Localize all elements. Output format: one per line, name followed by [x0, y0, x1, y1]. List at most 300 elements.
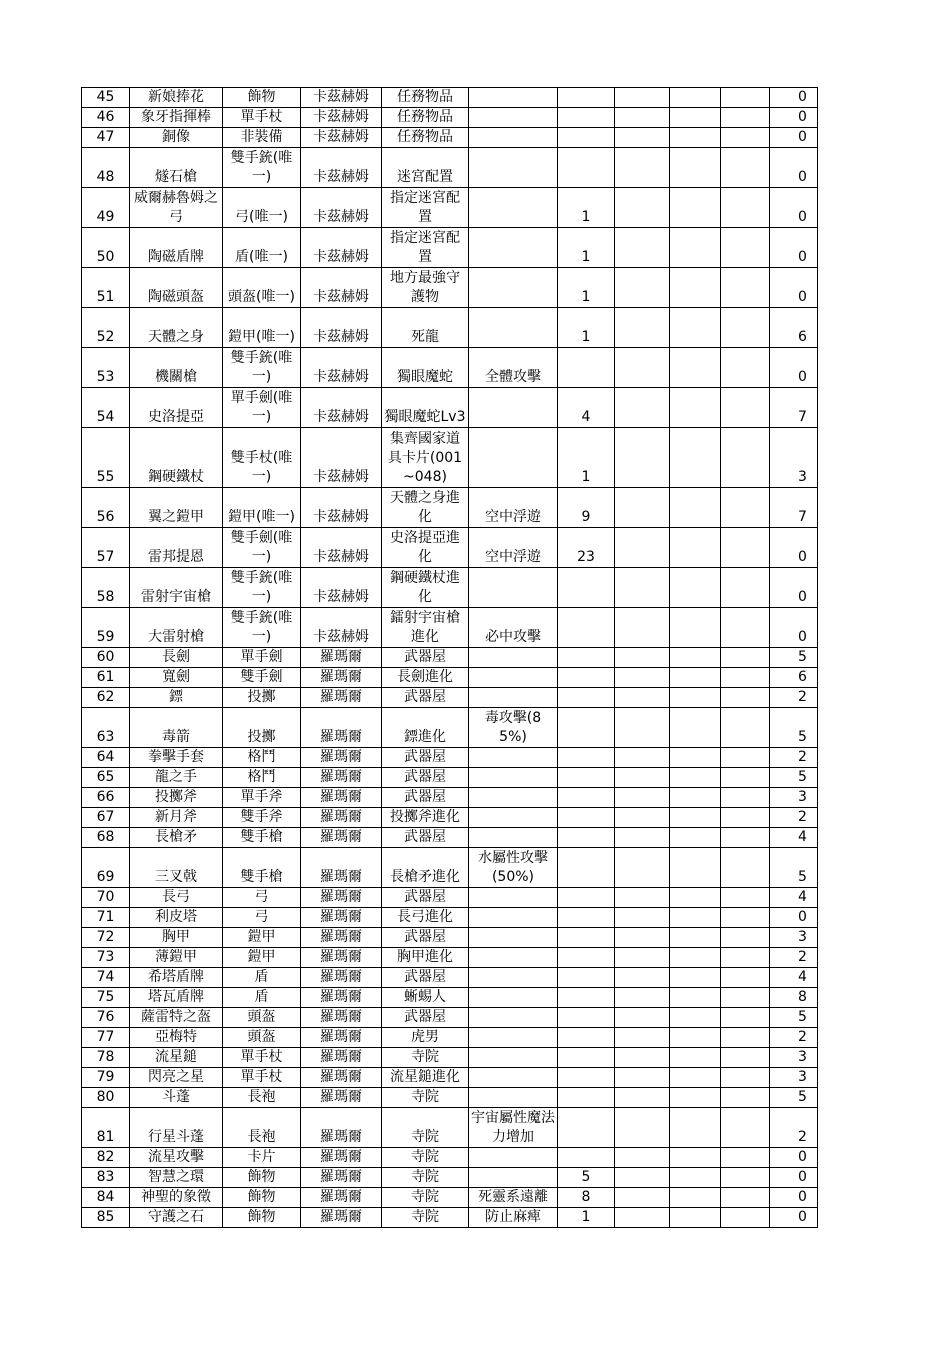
item-effect-cell	[469, 388, 558, 428]
item-col10-cell	[721, 788, 770, 808]
item-region-cell: 卡茲赫姆	[301, 488, 382, 528]
table-row	[82, 668, 818, 688]
item-qty-cell	[558, 748, 615, 768]
item-qty-cell	[558, 1088, 615, 1108]
item-effect-cell: 宇宙屬性魔法力增加	[469, 1108, 558, 1148]
row-id-cell: 71	[82, 908, 130, 928]
item-type-cell: 格鬥	[223, 748, 301, 768]
item-qty-cell	[558, 688, 615, 708]
item-name-cell: 燧石槍	[130, 148, 223, 188]
item-col10-cell	[721, 908, 770, 928]
item-effect-cell	[469, 648, 558, 668]
item-count-cell: 0	[770, 108, 818, 128]
item-region-cell: 卡茲赫姆	[301, 268, 382, 308]
table-row	[82, 128, 818, 148]
item-region-cell: 卡茲赫姆	[301, 108, 382, 128]
item-region-cell: 卡茲赫姆	[301, 128, 382, 148]
item-col9-cell	[670, 428, 721, 488]
item-region-cell: 卡茲赫姆	[301, 148, 382, 188]
item-type-cell: 雙手斧	[223, 808, 301, 828]
item-region-cell: 卡茲赫姆	[301, 608, 382, 648]
item-count-cell: 4	[770, 968, 818, 988]
item-name-cell: 投擲斧	[130, 788, 223, 808]
item-effect-cell	[469, 668, 558, 688]
item-effect-cell	[469, 928, 558, 948]
item-col8-cell	[615, 188, 670, 228]
item-type-cell: 飾物	[223, 1168, 301, 1188]
item-region-cell: 羅瑪爾	[301, 1208, 382, 1228]
row-id-cell: 62	[82, 688, 130, 708]
item-count-cell: 0	[770, 1208, 818, 1228]
item-qty-cell	[558, 1008, 615, 1028]
item-col9-cell	[670, 648, 721, 668]
item-effect-cell	[469, 108, 558, 128]
item-col8-cell	[615, 768, 670, 788]
item-count-cell: 4	[770, 888, 818, 908]
item-type-cell: 飾物	[223, 1188, 301, 1208]
table-row	[82, 988, 818, 1008]
row-id-cell: 80	[82, 1088, 130, 1108]
item-region-cell: 羅瑪爾	[301, 1108, 382, 1148]
item-name-cell: 鋼硬鐵杖	[130, 428, 223, 488]
item-col8-cell	[615, 1068, 670, 1088]
item-count-cell: 0	[770, 228, 818, 268]
item-source-cell: 寺院	[382, 1108, 469, 1148]
item-source-cell: 寺院	[382, 1048, 469, 1068]
item-source-cell: 死龍	[382, 308, 469, 348]
item-type-cell: 單手杖	[223, 108, 301, 128]
item-col10-cell	[721, 888, 770, 908]
table-row	[82, 1208, 818, 1228]
item-col9-cell	[670, 828, 721, 848]
item-type-cell: 單手劍(唯一)	[223, 388, 301, 428]
item-col8-cell	[615, 1148, 670, 1168]
item-qty-cell: 5	[558, 1168, 615, 1188]
item-effect-cell	[469, 768, 558, 788]
item-col9-cell	[670, 1048, 721, 1068]
item-count-cell: 3	[770, 428, 818, 488]
table-row	[82, 228, 818, 268]
item-name-cell: 銅像	[130, 128, 223, 148]
item-col10-cell	[721, 1108, 770, 1148]
item-count-cell: 0	[770, 1168, 818, 1188]
item-qty-cell	[558, 108, 615, 128]
item-effect-cell	[469, 1168, 558, 1188]
item-type-cell: 長袍	[223, 1088, 301, 1108]
table-row	[82, 488, 818, 528]
item-region-cell: 羅瑪爾	[301, 688, 382, 708]
row-id-cell: 81	[82, 1108, 130, 1148]
table-row	[82, 688, 818, 708]
item-col8-cell	[615, 748, 670, 768]
item-col8-cell	[615, 348, 670, 388]
item-region-cell: 卡茲赫姆	[301, 308, 382, 348]
table-row	[82, 88, 818, 108]
item-region-cell: 卡茲赫姆	[301, 348, 382, 388]
item-source-cell: 武器屋	[382, 748, 469, 768]
item-type-cell: 雙手杖(唯一)	[223, 428, 301, 488]
item-count-cell: 0	[770, 88, 818, 108]
item-effect-cell	[469, 828, 558, 848]
item-effect-cell	[469, 1008, 558, 1028]
item-effect-cell	[469, 308, 558, 348]
item-col10-cell	[721, 948, 770, 968]
row-id-cell: 47	[82, 128, 130, 148]
item-col8-cell	[615, 668, 670, 688]
item-region-cell: 卡茲赫姆	[301, 568, 382, 608]
item-region-cell: 羅瑪爾	[301, 948, 382, 968]
item-region-cell: 卡茲赫姆	[301, 228, 382, 268]
item-col9-cell	[670, 128, 721, 148]
row-id-cell: 74	[82, 968, 130, 988]
item-source-cell: 寺院	[382, 1088, 469, 1108]
item-qty-cell: 1	[558, 1208, 615, 1228]
item-col10-cell	[721, 768, 770, 788]
item-source-cell: 任務物品	[382, 88, 469, 108]
item-type-cell: 雙手銃(唯一)	[223, 148, 301, 188]
row-id-cell: 73	[82, 948, 130, 968]
item-count-cell: 5	[770, 708, 818, 748]
row-id-cell: 76	[82, 1008, 130, 1028]
row-id-cell: 77	[82, 1028, 130, 1048]
row-id-cell: 68	[82, 828, 130, 848]
item-name-cell: 流星鎚	[130, 1048, 223, 1068]
item-name-cell: 智慧之環	[130, 1168, 223, 1188]
item-count-cell: 0	[770, 348, 818, 388]
item-col10-cell	[721, 348, 770, 388]
item-type-cell: 頭盔	[223, 1008, 301, 1028]
item-name-cell: 斗蓬	[130, 1088, 223, 1108]
item-source-cell: 鐳射宇宙槍進化	[382, 608, 469, 648]
table-row	[82, 948, 818, 968]
item-qty-cell: 8	[558, 1188, 615, 1208]
item-col8-cell	[615, 308, 670, 348]
item-col9-cell	[670, 88, 721, 108]
item-region-cell: 羅瑪爾	[301, 808, 382, 828]
item-col9-cell	[670, 608, 721, 648]
item-region-cell: 羅瑪爾	[301, 768, 382, 788]
item-name-cell: 拳擊手套	[130, 748, 223, 768]
item-qty-cell	[558, 888, 615, 908]
item-count-cell: 5	[770, 648, 818, 668]
item-type-cell: 飾物	[223, 88, 301, 108]
item-col8-cell	[615, 988, 670, 1008]
table-row	[82, 908, 818, 928]
item-col10-cell	[721, 848, 770, 888]
item-col9-cell	[670, 808, 721, 828]
table-row	[82, 828, 818, 848]
item-qty-cell	[558, 988, 615, 1008]
item-col8-cell	[615, 388, 670, 428]
item-col8-cell	[615, 808, 670, 828]
item-col9-cell	[670, 1028, 721, 1048]
item-source-cell: 虎男	[382, 1028, 469, 1048]
item-effect-cell: 毒攻擊(85%)	[469, 708, 558, 748]
item-effect-cell	[469, 748, 558, 768]
item-qty-cell	[558, 148, 615, 188]
item-col8-cell	[615, 608, 670, 648]
item-count-cell: 7	[770, 388, 818, 428]
item-qty-cell	[558, 1148, 615, 1168]
item-col8-cell	[615, 888, 670, 908]
item-col9-cell	[670, 348, 721, 388]
item-qty-cell: 1	[558, 308, 615, 348]
item-name-cell: 胸甲	[130, 928, 223, 948]
item-col8-cell	[615, 908, 670, 928]
item-source-cell: 天體之身進化	[382, 488, 469, 528]
item-count-cell: 3	[770, 1068, 818, 1088]
item-count-cell: 0	[770, 528, 818, 568]
item-type-cell: 單手斧	[223, 788, 301, 808]
item-count-cell: 0	[770, 188, 818, 228]
item-col8-cell	[615, 848, 670, 888]
item-region-cell: 羅瑪爾	[301, 1168, 382, 1188]
item-name-cell: 長劍	[130, 648, 223, 668]
item-col9-cell	[670, 148, 721, 188]
item-col8-cell	[615, 1168, 670, 1188]
row-id-cell: 72	[82, 928, 130, 948]
item-name-cell: 塔瓦盾牌	[130, 988, 223, 1008]
item-qty-cell	[558, 948, 615, 968]
item-count-cell: 3	[770, 1048, 818, 1068]
item-col9-cell	[670, 668, 721, 688]
table-row	[82, 1048, 818, 1068]
item-region-cell: 羅瑪爾	[301, 968, 382, 988]
item-count-cell: 2	[770, 688, 818, 708]
item-col8-cell	[615, 1088, 670, 1108]
item-count-cell: 0	[770, 1188, 818, 1208]
item-name-cell: 亞梅特	[130, 1028, 223, 1048]
item-type-cell: 飾物	[223, 1208, 301, 1228]
item-count-cell: 3	[770, 788, 818, 808]
item-type-cell: 雙手銃(唯一)	[223, 568, 301, 608]
table-row	[82, 348, 818, 388]
item-name-cell: 翼之鎧甲	[130, 488, 223, 528]
item-qty-cell: 9	[558, 488, 615, 528]
item-effect-cell	[469, 968, 558, 988]
row-id-cell: 50	[82, 228, 130, 268]
table-row	[82, 608, 818, 648]
item-col8-cell	[615, 268, 670, 308]
item-col9-cell	[670, 488, 721, 528]
item-region-cell: 卡茲赫姆	[301, 188, 382, 228]
item-col8-cell	[615, 528, 670, 568]
item-source-cell: 武器屋	[382, 648, 469, 668]
item-effect-cell	[469, 128, 558, 148]
item-source-cell: 長弓進化	[382, 908, 469, 928]
item-region-cell: 羅瑪爾	[301, 788, 382, 808]
row-id-cell: 51	[82, 268, 130, 308]
row-id-cell: 66	[82, 788, 130, 808]
item-col9-cell	[670, 268, 721, 308]
item-name-cell: 長弓	[130, 888, 223, 908]
item-col9-cell	[670, 908, 721, 928]
item-name-cell: 雷邦提恩	[130, 528, 223, 568]
item-qty-cell	[558, 908, 615, 928]
item-qty-cell	[558, 1048, 615, 1068]
item-type-cell: 鎧甲(唯一)	[223, 488, 301, 528]
table-row	[82, 1008, 818, 1028]
item-name-cell: 寬劍	[130, 668, 223, 688]
row-id-cell: 59	[82, 608, 130, 648]
item-col8-cell	[615, 88, 670, 108]
item-effect-cell	[469, 688, 558, 708]
row-id-cell: 75	[82, 988, 130, 1008]
item-name-cell: 新月斧	[130, 808, 223, 828]
item-count-cell: 0	[770, 608, 818, 648]
item-col10-cell	[721, 428, 770, 488]
item-col10-cell	[721, 1028, 770, 1048]
item-type-cell: 投擲	[223, 688, 301, 708]
item-col8-cell	[615, 708, 670, 748]
item-count-cell: 2	[770, 748, 818, 768]
item-effect-cell: 防止麻痺	[469, 1208, 558, 1228]
item-source-cell: 集齊國家道具卡片(001~048)	[382, 428, 469, 488]
item-type-cell: 雙手劍	[223, 668, 301, 688]
item-type-cell: 鎧甲	[223, 928, 301, 948]
item-name-cell: 薄鎧甲	[130, 948, 223, 968]
item-name-cell: 鏢	[130, 688, 223, 708]
item-col8-cell	[615, 1008, 670, 1028]
item-name-cell: 利皮塔	[130, 908, 223, 928]
item-region-cell: 羅瑪爾	[301, 748, 382, 768]
item-qty-cell	[558, 88, 615, 108]
item-col8-cell	[615, 828, 670, 848]
item-type-cell: 頭盔	[223, 1028, 301, 1048]
item-type-cell: 投擲	[223, 708, 301, 748]
table-row	[82, 568, 818, 608]
item-type-cell: 長袍	[223, 1108, 301, 1148]
item-col9-cell	[670, 688, 721, 708]
table-row	[82, 268, 818, 308]
row-id-cell: 85	[82, 1208, 130, 1228]
item-effect-cell	[469, 1088, 558, 1108]
row-id-cell: 63	[82, 708, 130, 748]
item-count-cell: 5	[770, 848, 818, 888]
item-name-cell: 神聖的象徵	[130, 1188, 223, 1208]
table-row	[82, 648, 818, 668]
item-col9-cell	[670, 568, 721, 608]
item-col9-cell	[670, 968, 721, 988]
item-type-cell: 單手劍	[223, 648, 301, 668]
item-type-cell: 盾	[223, 968, 301, 988]
item-count-cell: 0	[770, 128, 818, 148]
item-col10-cell	[721, 268, 770, 308]
item-type-cell: 盾	[223, 988, 301, 1008]
item-col9-cell	[670, 228, 721, 268]
item-col9-cell	[670, 1108, 721, 1148]
row-id-cell: 45	[82, 88, 130, 108]
item-col10-cell	[721, 968, 770, 988]
item-col9-cell	[670, 848, 721, 888]
item-type-cell: 單手杖	[223, 1048, 301, 1068]
item-count-cell: 3	[770, 928, 818, 948]
item-type-cell: 單手杖	[223, 1068, 301, 1088]
row-id-cell: 82	[82, 1148, 130, 1168]
item-count-cell: 6	[770, 308, 818, 348]
item-col10-cell	[721, 988, 770, 1008]
item-count-cell: 0	[770, 908, 818, 928]
item-col8-cell	[615, 1048, 670, 1068]
table-row	[82, 308, 818, 348]
item-name-cell: 龍之手	[130, 768, 223, 788]
item-type-cell: 格鬥	[223, 768, 301, 788]
item-qty-cell: 23	[558, 528, 615, 568]
item-name-cell: 威爾赫魯姆之弓	[130, 188, 223, 228]
item-source-cell: 任務物品	[382, 128, 469, 148]
item-col8-cell	[615, 788, 670, 808]
item-col9-cell	[670, 748, 721, 768]
item-qty-cell	[558, 668, 615, 688]
item-col10-cell	[721, 648, 770, 668]
item-effect-cell: 必中攻擊	[469, 608, 558, 648]
item-col8-cell	[615, 128, 670, 148]
item-type-cell: 非裝備	[223, 128, 301, 148]
table-row	[82, 888, 818, 908]
item-source-cell: 武器屋	[382, 828, 469, 848]
item-region-cell: 卡茲赫姆	[301, 88, 382, 108]
item-col9-cell	[670, 1008, 721, 1028]
item-count-cell: 0	[770, 148, 818, 188]
item-region-cell: 卡茲赫姆	[301, 528, 382, 568]
item-col10-cell	[721, 808, 770, 828]
item-qty-cell	[558, 708, 615, 748]
item-col9-cell	[670, 308, 721, 348]
item-col10-cell	[721, 568, 770, 608]
item-col10-cell	[721, 668, 770, 688]
row-id-cell: 84	[82, 1188, 130, 1208]
item-qty-cell	[558, 808, 615, 828]
item-col10-cell	[721, 688, 770, 708]
row-id-cell: 52	[82, 308, 130, 348]
item-col10-cell	[721, 108, 770, 128]
item-name-cell: 新娘捧花	[130, 88, 223, 108]
item-type-cell: 雙手銃(唯一)	[223, 608, 301, 648]
item-col9-cell	[670, 948, 721, 968]
item-count-cell: 0	[770, 1148, 818, 1168]
item-col10-cell	[721, 188, 770, 228]
item-col10-cell	[721, 1068, 770, 1088]
item-region-cell: 羅瑪爾	[301, 668, 382, 688]
item-name-cell: 長槍矛	[130, 828, 223, 848]
item-col10-cell	[721, 228, 770, 268]
item-col8-cell	[615, 1208, 670, 1228]
item-qty-cell	[558, 1108, 615, 1148]
item-source-cell: 寺院	[382, 1188, 469, 1208]
item-col9-cell	[670, 928, 721, 948]
item-name-cell: 天體之身	[130, 308, 223, 348]
item-col8-cell	[615, 428, 670, 488]
item-effect-cell	[469, 188, 558, 228]
table-row	[82, 1168, 818, 1188]
item-effect-cell	[469, 788, 558, 808]
item-name-cell: 雷射宇宙槍	[130, 568, 223, 608]
item-source-cell: 指定迷宮配置	[382, 188, 469, 228]
item-name-cell: 象牙指揮棒	[130, 108, 223, 128]
item-count-cell: 2	[770, 1028, 818, 1048]
item-col9-cell	[670, 1068, 721, 1088]
item-effect-cell	[469, 1148, 558, 1168]
row-id-cell: 64	[82, 748, 130, 768]
item-effect-cell	[469, 1028, 558, 1048]
item-col9-cell	[670, 1168, 721, 1188]
table-row	[82, 388, 818, 428]
item-source-cell: 任務物品	[382, 108, 469, 128]
item-col9-cell	[670, 108, 721, 128]
item-col8-cell	[615, 948, 670, 968]
item-name-cell: 機關槍	[130, 348, 223, 388]
row-id-cell: 61	[82, 668, 130, 688]
